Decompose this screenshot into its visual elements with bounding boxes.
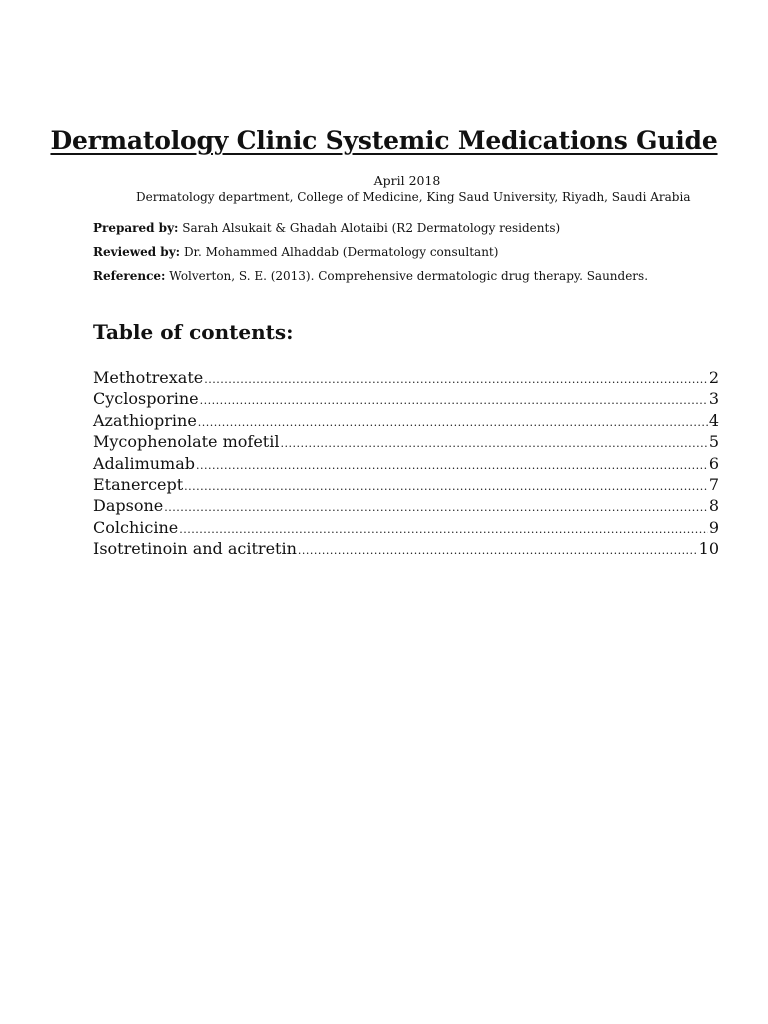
- toc-leader-dots: [164, 497, 708, 518]
- toc-item-title: Dapsone: [93, 496, 164, 516]
- toc-item-methotrexate[interactable]: [93, 367, 719, 388]
- toc-leader-dots: [196, 455, 708, 476]
- reviewed-by-value: Dr. Mohammed Alhaddab (Dermatology consultant): [183, 245, 499, 259]
- toc-item-cyclosporine[interactable]: [93, 388, 719, 409]
- toc-item-page: 9: [708, 517, 719, 537]
- toc-item-title: Mycophenolate mofetil: [93, 432, 280, 452]
- reference: [93, 269, 648, 283]
- toc-item-mycophenolate-mofetil[interactable]: [93, 431, 719, 452]
- toc-leader-dots: [179, 519, 708, 540]
- toc-item-title: Cyclosporine: [93, 389, 199, 409]
- prepared-by-value: Sarah Alsukait & Ghadah Alotaibi (R2 Dermatology residents): [182, 221, 561, 235]
- toc-item-title: Methotrexate: [93, 368, 204, 387]
- reviewed-by: [93, 245, 498, 259]
- toc-item-title: Azathioprine: [93, 410, 197, 430]
- toc-item-title: Isotretinoin and acitretin: [93, 539, 297, 559]
- toc-item-title: Etanercept: [93, 474, 184, 494]
- department-line: Dermatology department, College of Medicine, King Saud University, Riyadh, Saudi Arabia: [136, 190, 691, 204]
- toc-item-page: 3: [708, 389, 719, 409]
- toc-leader-dots: [298, 540, 698, 561]
- prepared-by: [93, 221, 560, 235]
- toc-item-azathioprine[interactable]: [93, 410, 719, 431]
- reference-label: Reference:: [93, 269, 166, 283]
- toc-leader-dots: [198, 412, 708, 433]
- table-of-contents: [93, 367, 719, 560]
- toc-item-page: 2: [708, 368, 719, 387]
- document-date: April 2018: [373, 173, 441, 188]
- toc-leader-dots: [204, 369, 708, 390]
- toc-item-adalimumab[interactable]: [93, 453, 719, 474]
- prepared-by-label: Prepared by:: [93, 221, 179, 235]
- toc-item-page: 7: [708, 474, 719, 494]
- toc-item-page: 4: [708, 410, 719, 430]
- toc-item-title: Colchicine: [93, 517, 179, 537]
- toc-item-page: 8: [708, 496, 719, 516]
- toc-item-isotretinoin-and-acitretin[interactable]: [93, 538, 719, 559]
- toc-leader-dots: [184, 476, 708, 497]
- toc-item-page: 5: [708, 432, 719, 452]
- toc-item-page: 6: [708, 453, 719, 473]
- toc-item-title: Adalimumab: [93, 453, 195, 473]
- toc-item-dapsone[interactable]: [93, 495, 719, 516]
- reviewed-by-label: Reviewed by:: [93, 245, 181, 259]
- toc-leader-dots: [280, 433, 707, 454]
- toc-item-page: 10: [698, 539, 719, 559]
- toc-item-colchicine[interactable]: [93, 517, 719, 538]
- document-title: Dermatology Clinic Systemic Medications Guide: [50, 126, 718, 155]
- toc-item-etanercept[interactable]: [93, 474, 719, 495]
- toc-leader-dots: [200, 390, 708, 411]
- reference-value: Wolverton, S. E. (2013). Comprehensive dermatologic drug therapy. Saunders.: [169, 269, 649, 283]
- toc-heading: Table of contents:: [93, 320, 294, 344]
